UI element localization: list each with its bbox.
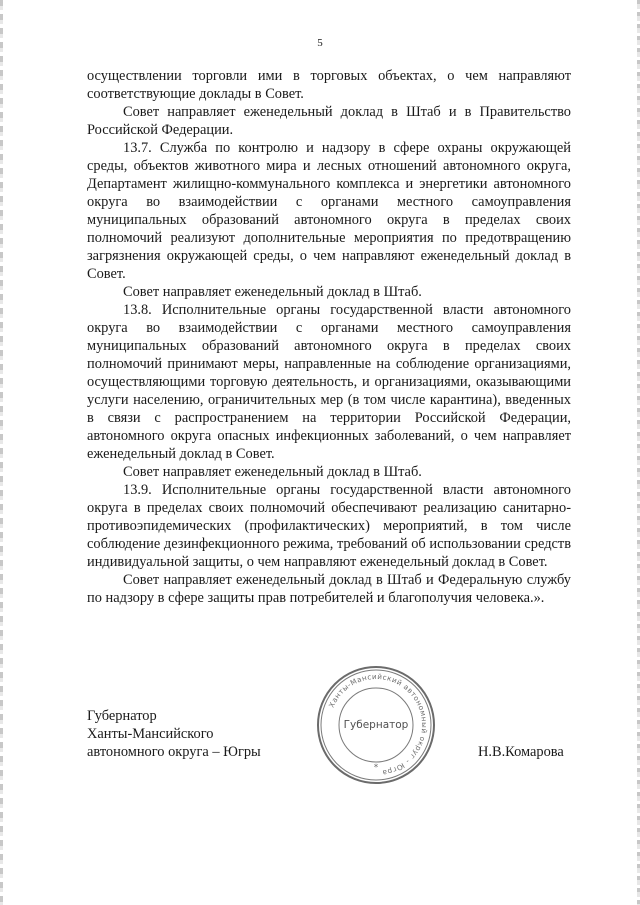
document-body xyxy=(87,67,571,607)
paragraph-13-9: 13.9. Исполнительные органы государственной власти автономного округа в пределах своих полномочий обеспечивают реализацию санитарно-противоэпидемических (профилактических) мероприятий, в том числе соблюдение дезинфекционного режима, требований об использовании средств индивидуальной защиты, о чем направляют еженедельный доклад в Совет. xyxy=(87,482,571,570)
signatory-title-line: Губернатор xyxy=(87,708,157,724)
official-stamp xyxy=(314,663,438,787)
paragraph-council-report: Совет направляет еженедельный доклад в Штаб. xyxy=(123,284,422,300)
stamp-center-text: Губернатор xyxy=(343,719,409,731)
page-number: 5 xyxy=(317,37,323,49)
paragraph-council-report-final: Совет направляет еженедельный доклад в Штаб и Федеральную службу по надзору в сфере защиты прав потребителей и благополучия человека.». xyxy=(87,572,571,606)
paragraph-continuation: осуществлении торговли ими в торговых объектах, о чем направляют соответствующие доклады в Совет. xyxy=(87,68,571,102)
paragraph-13-8: 13.8. Исполнительные органы государственной власти автономного округа во взаимодействии с органами местного самоуправления муниципальных образований автономного округа в пределах своих полномочий принимают меры, направленные на соблюдение организациями, осуществляющими торговую деятельность, и организациями, оказывающими услуги населению, ограничительных мер (в том числе карантина), введенных в связи с распространением на территории Российской Федерации, автономного округа опасных инфекционных заболеваний, о чем направляет еженедельный доклад в Совет. xyxy=(87,302,571,462)
stamp-seal-icon xyxy=(314,663,438,787)
svg-text:*: * xyxy=(373,763,379,773)
paragraph-council-report: Совет направляет еженедельный доклад в Штаб. xyxy=(123,464,422,480)
stamp-ring-text: Ханты-Мансийский автономный округ - Югра xyxy=(326,671,430,778)
paragraph-council-report: Совет направляет еженедельный доклад в Штаб и в Правительство Российской Федерации. xyxy=(87,104,571,138)
paragraph-13-7: 13.7. Служба по контролю и надзору в сфере охраны окружающей среды, объектов животного мира и лесных отношений автономного округа, Департамент жилищно-коммунального комплекса и энергетики автономного округа во взаимодействии с органами местного самоуправления муниципальных образований автономного округа в пределах своих полномочий реализуют дополнительные мероприятия по предотвращению загрязнения окружающей среды, о чем направляют еженедельный доклад в Совет. xyxy=(87,140,571,282)
signatory-title xyxy=(87,707,261,761)
signatory-title-line: автономного округа – Югры xyxy=(87,744,261,760)
signatory-name: Н.В.Комарова xyxy=(478,744,564,760)
scan-edge-left xyxy=(0,0,3,905)
signatory-title-line: Ханты-Мансийского xyxy=(87,726,214,742)
